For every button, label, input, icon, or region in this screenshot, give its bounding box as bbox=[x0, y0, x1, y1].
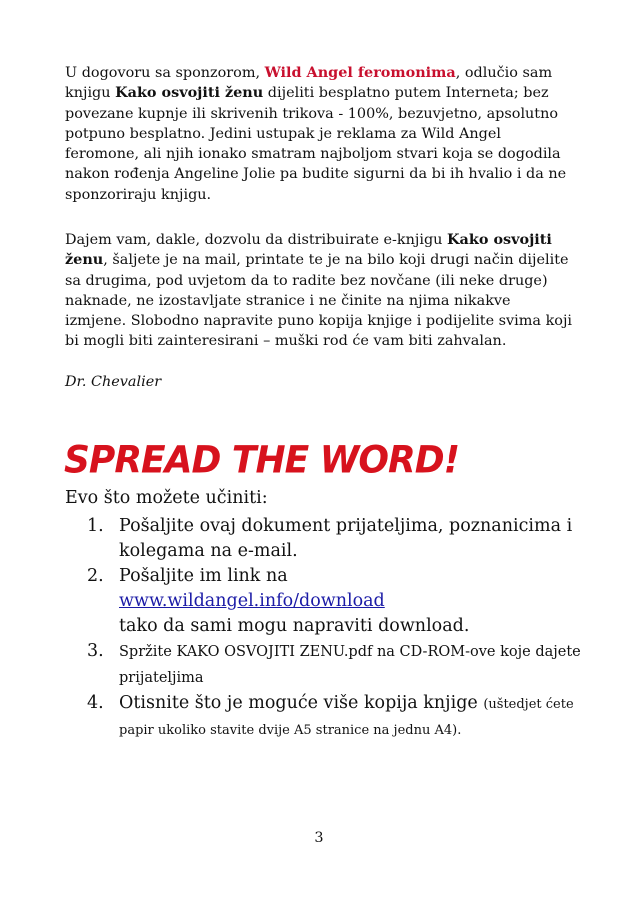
page-number: 3 bbox=[314, 830, 324, 846]
paragraph-text: , šaljete je na mail, printate te je na bilo koji drugi način dijelite sa drugima, pod uvjetom da to radite bez novčane (ili neke druge) naknade, ne izostavljate stranice i ne činite na njima nikakve izmjene. Slobodno napravite puno kopija knjige i podijelite svima koji bi mogli biti zainteresirani – muški rod će vam biti zahvalan. bbox=[65, 252, 573, 350]
list-number: 2. bbox=[87, 566, 104, 586]
list-item-text: tako da sami mogu napraviti download. bbox=[119, 616, 470, 636]
paragraph-text: U dogovoru sa sponzorom, bbox=[65, 65, 265, 81]
list-intro: Evo što možete učiniti: bbox=[65, 488, 268, 508]
section-heading: SPREAD THE WORD! bbox=[64, 438, 460, 483]
action-list bbox=[87, 514, 587, 743]
file-name: KAKO OSVOJITI ZENU.pdf bbox=[176, 644, 373, 660]
paragraph-text: dijeliti besplatno putem Interneta; bez povezane kupnje ili skrivenih trikova - 100%, bezuvjetno, apsolutno potpuno besplatno. Jedini ustupak je reklama za Wild Angel feromone, ali njih ionako smatram najboljom stvari koja se dogodila nakon rođenja Angeline Jolie pa budite sigurni da bi ih hvalio i da ne sponzoriraju knjigu. bbox=[65, 85, 567, 203]
book-title: Kako osvojiti ženu bbox=[65, 231, 552, 269]
list-item-text: Otisnite što je moguće više kopija knjige bbox=[119, 693, 484, 713]
paragraph-text: , odlučio sam knjigu bbox=[65, 65, 553, 102]
list-item bbox=[87, 564, 587, 639]
list-item-note: (uštedjet ćete papir ukoliko stavite dvije A5 stranice na jednu A4). bbox=[119, 697, 574, 738]
list-number: 4. bbox=[87, 693, 104, 713]
permission-paragraph bbox=[65, 230, 575, 352]
list-item-text: Spržite bbox=[119, 644, 177, 660]
book-title: Kako osvojiti ženu bbox=[115, 84, 264, 102]
list-item-text: Pošaljite ovaj dokument prijateljima, poznanicima i kolegama na e-mail. bbox=[119, 516, 573, 561]
author-signature: Dr. Chevalier bbox=[65, 374, 162, 390]
sponsor-name: Wild Angel feromonima bbox=[264, 64, 456, 81]
list-number: 3. bbox=[87, 641, 104, 661]
list-item-text: Pošaljite im link na bbox=[119, 566, 288, 586]
list-item bbox=[87, 514, 587, 564]
download-link[interactable]: www.wildangel.info/download bbox=[119, 591, 385, 611]
list-item-text: na CD-ROM-ove koje dajete prijateljima bbox=[119, 644, 581, 686]
list-item bbox=[87, 691, 587, 743]
paragraph-text: Dajem vam, dakle, dozvolu da distribuirate e-knjigu bbox=[65, 232, 448, 248]
sponsor-paragraph bbox=[65, 63, 575, 205]
list-item bbox=[87, 639, 587, 691]
list-number: 1. bbox=[87, 516, 104, 536]
